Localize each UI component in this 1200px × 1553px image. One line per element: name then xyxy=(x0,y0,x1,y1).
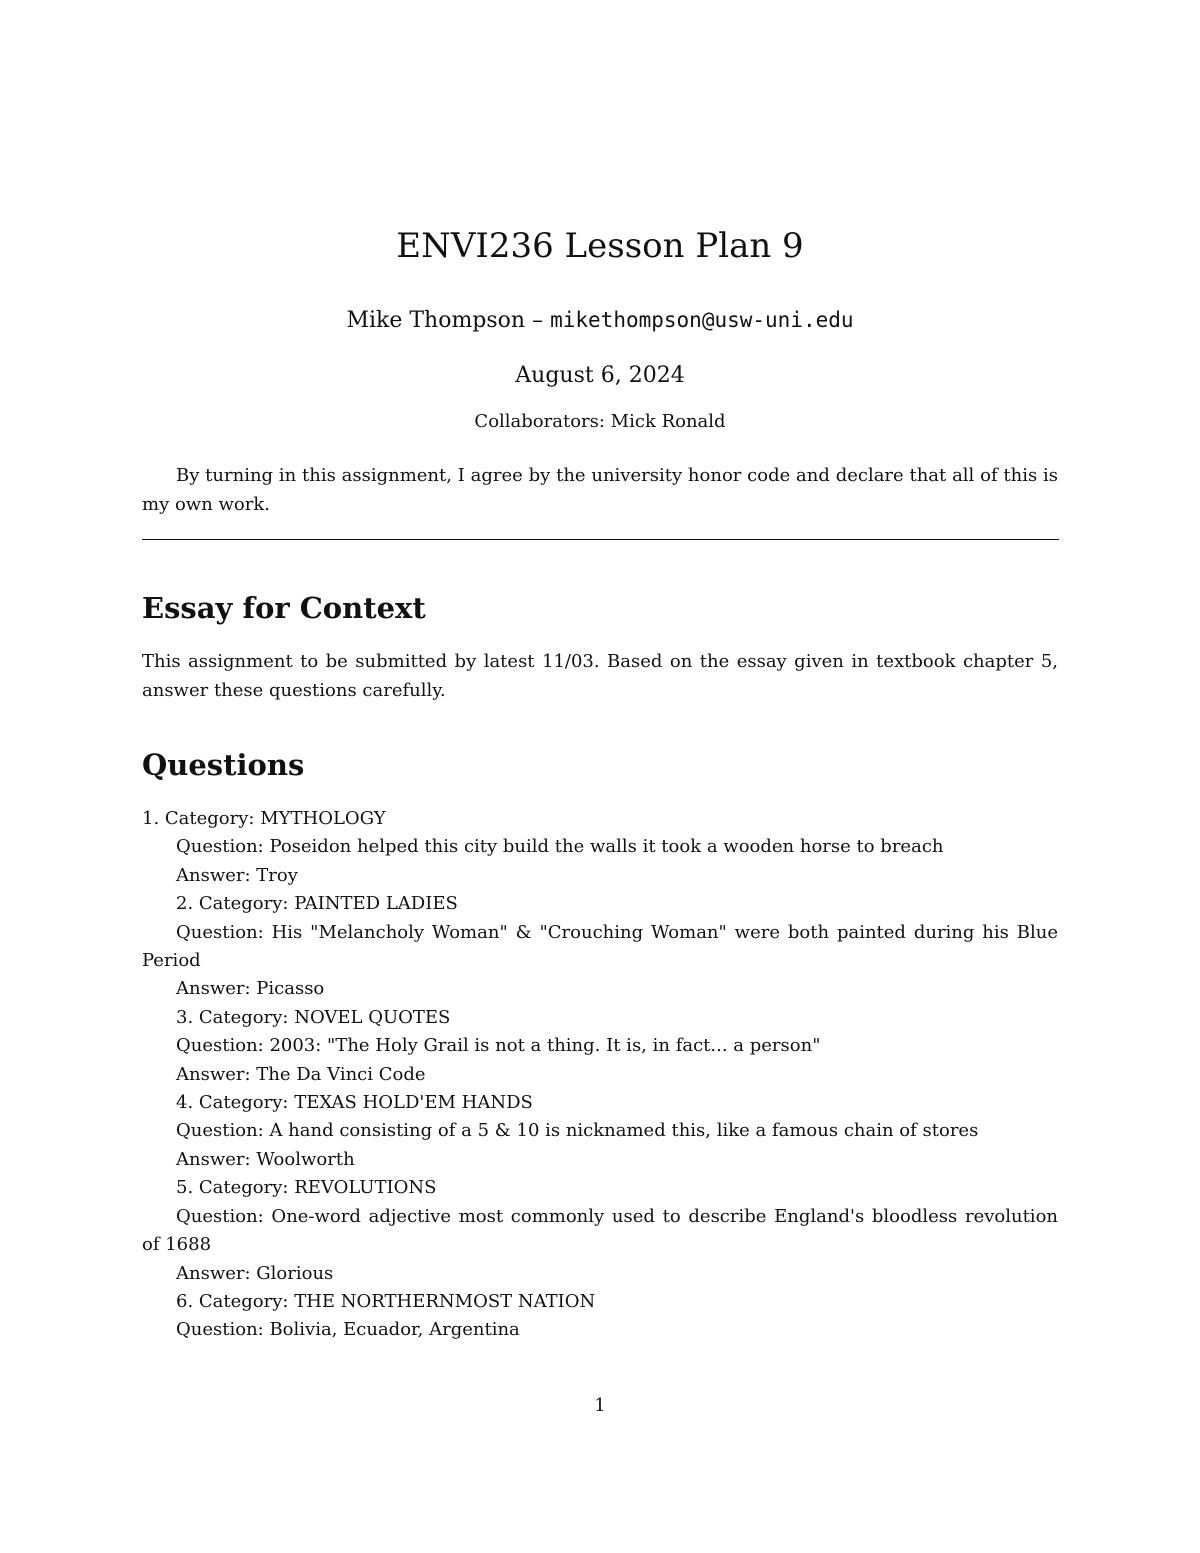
author-name: Mike Thompson xyxy=(346,308,526,333)
questions-heading: Questions xyxy=(142,748,305,782)
question-answer-line: Answer: The Da Vinci Code xyxy=(176,1063,426,1085)
essay-body: This assignment to be submitted by latest 11/03. Based on the essay given in textbook chapter 5, answer these questions carefully. xyxy=(142,651,1058,701)
collaborators: Collaborators: Mick Ronald xyxy=(474,411,726,432)
question-category-line: 1. Category: MYTHOLOGY xyxy=(142,808,386,829)
questions-list xyxy=(142,805,1058,1345)
question-answer-line: Answer: Glorious xyxy=(176,1262,334,1284)
question-category-line: 6. Category: THE NORTHERNMOST NATION xyxy=(176,1290,596,1312)
question-category-line: 3. Category: NOVEL QUOTES xyxy=(176,1006,451,1028)
question-category-line: 2. Category: PAINTED LADIES xyxy=(176,893,458,915)
author-email: mikethompson@usw-uni.edu xyxy=(550,308,854,332)
question-text-line: Question: One-word adjective most commonly used to describe England's bloodless revolution of 1688 xyxy=(142,1205,1058,1256)
question-category-line: 4. Category: TEXAS HOLD'EM HANDS xyxy=(176,1092,533,1114)
author-separator: – xyxy=(525,308,551,333)
question-category-line: 5. Category: REVOLUTIONS xyxy=(176,1177,437,1199)
honor-statement: By turning in this assignment, I agree by the university honor code and declare that all of this is my own work. xyxy=(142,465,1058,515)
question-text-line: Question: Poseidon helped this city build the walls it took a wooden horse to breach xyxy=(176,836,944,858)
horizontal-divider xyxy=(142,539,1059,540)
question-text-line: Question: A hand consisting of a 5 & 10 is nicknamed this, like a famous chain of stores xyxy=(176,1120,979,1142)
author-line xyxy=(0,304,1200,337)
question-answer-line: Answer: Picasso xyxy=(176,978,325,1000)
question-answer-line: Answer: Woolworth xyxy=(176,1148,355,1170)
question-text-line: Question: 2003: "The Holy Grail is not a thing. It is, in fact... a person" xyxy=(176,1035,821,1057)
document-date: August 6, 2024 xyxy=(515,363,685,388)
question-answer-line: Answer: Troy xyxy=(176,864,298,886)
question-text-line: Question: His "Melancholy Woman" & "Crouching Woman" were both painted during his Blue Period xyxy=(142,921,1058,972)
essay-heading: Essay for Context xyxy=(142,591,426,625)
page-number: 1 xyxy=(594,1395,606,1416)
document-title: ENVI236 Lesson Plan 9 xyxy=(396,226,804,266)
question-text-line: Question: Bolivia, Ecuador, Argentina xyxy=(176,1319,520,1341)
